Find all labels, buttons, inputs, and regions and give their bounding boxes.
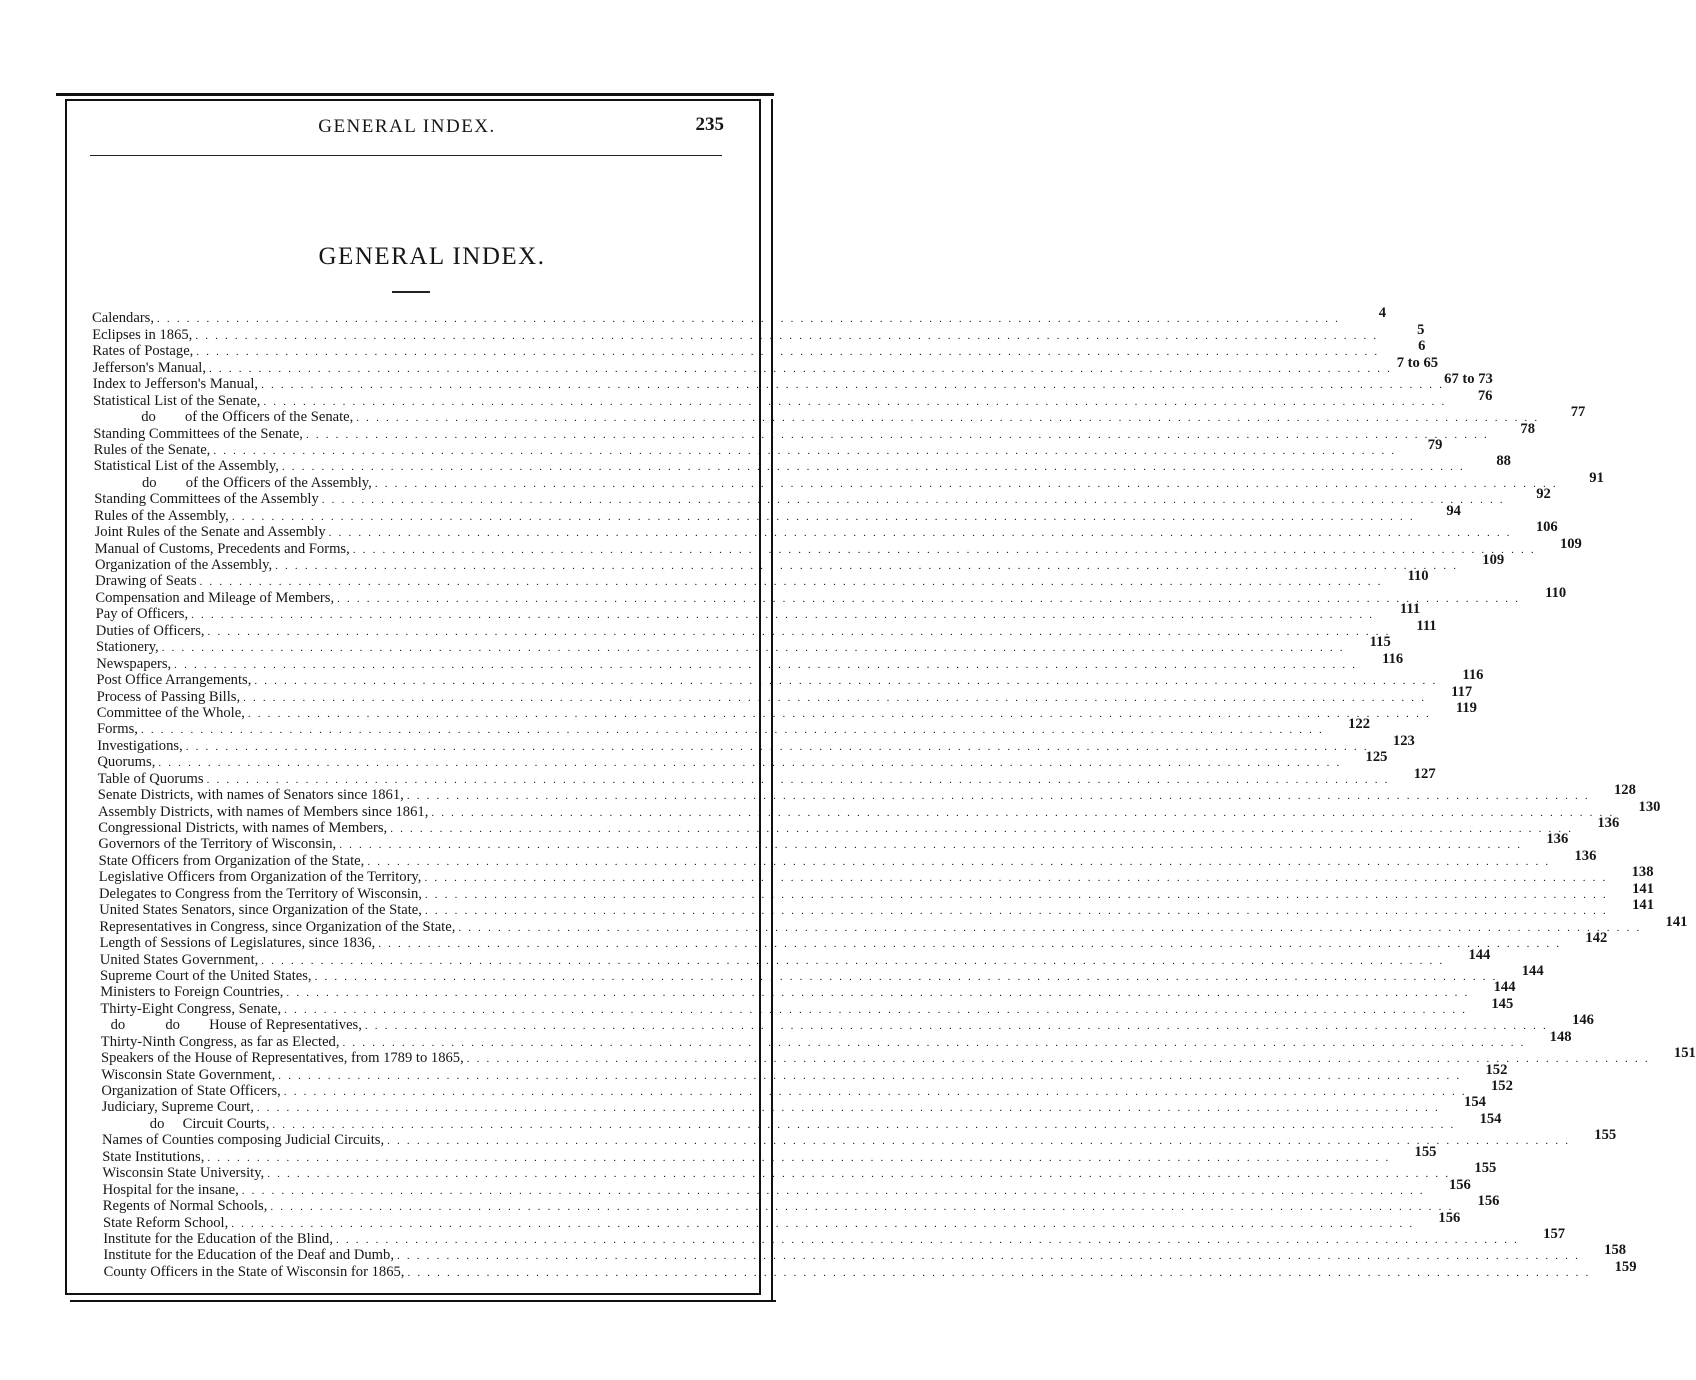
dot-leader: . . . . . . . . . . . . . . . . . . . . . . . . . . . . . . . . . . . . . . . . . . . . . . . . . . . . . . . . . . . . . . . . . . . . . . . . . . . . . . . . . . . . . . . . . . . . . . . . . . . . . . . . . . . . . . . . . . . . . . . . (185, 740, 1369, 753)
entry-page: 127 (1413, 765, 1436, 782)
entry-page: 123 (1392, 732, 1415, 749)
dot-leader: . . . . . . . . . . . . . . . . . . . . . . . . . . . . . . . . . . . . . . . . . . . . . . . . . . . . . . . . . . . . . . . . . . . . . . . . . . . . . . . . . . . . . . . . . . . . . . . . . . . . . . . . . . . . . . . . . . . . . . . . (424, 872, 1608, 885)
entry-page: 136 (1574, 847, 1597, 864)
index-entry (99, 930, 1608, 952)
entry-page: 154 (1464, 1094, 1486, 1111)
entry-page: 154 (1479, 1110, 1502, 1127)
index-entry (92, 321, 1425, 343)
index-entry (93, 436, 1443, 458)
index-entry (96, 634, 1391, 656)
page-number: 235 (695, 114, 724, 135)
entry-label: Delegates to Congress from the Territory of Wisconsin, (99, 885, 422, 902)
index-entry (97, 765, 1436, 787)
entry-label: Drawing of Seats (95, 573, 197, 590)
index-entries (92, 305, 1696, 1280)
entry-label: Rules of the Senate, (93, 441, 211, 458)
entry-label: Post Office Arrangements, (96, 672, 252, 689)
index-entry (100, 995, 1514, 1017)
index-entry (100, 962, 1544, 984)
dot-leader: . . . . . . . . . . . . . . . . . . . . . . . . . . . . . . . . . . . . . . . . . . . . . . . . . . . . . . . . . . . . . . . . . . . . . . . . . . . . . . . . . . . . . . . . . . . . . . . . . . . . . . . . . . . . . . . . . . . . . . . . (270, 1201, 1454, 1214)
dot-leader: . . . . . . . . . . . . . . . . . . . . . . . . . . . . . . . . . . . . . . . . . . . . . . . . . . . . . . . . . . . . . . . . . . . . . . . . . . . . . . . . . . . . . . . . . . . . . . . . . . . . . . . . . . . . . . . . . . . . . . . . (275, 560, 1459, 572)
entry-page: 4 (1378, 305, 1387, 322)
entry-label: Statistical List of the Assembly, (93, 458, 279, 475)
entry-page: 144 (1493, 979, 1516, 996)
dot-leader: . . . . . . . . . . . . . . . . . . . . . . . . . . . . . . . . . . . . . . . . . . . . . . . . . . . . . . . . . . . . . . . . . . . . . . . . . . . . . . . . . . . . . . . . . . . . . . . . . . . . . . . . . . . . . . . . . . . . . . . . (199, 576, 1383, 589)
entry-label: Assembly Districts, with names of Members since 1861, (98, 803, 429, 820)
index-entry (95, 601, 1421, 623)
entry-page: 79 (1427, 436, 1443, 453)
index-entry (95, 568, 1429, 590)
dot-leader: . . . . . . . . . . . . . . . . . . . . . . . . . . . . . . . . . . . . . . . . . . . . . . . . . . . . . . . . . . . . . . . . . . . . . . . . . . . . . . . . . . . . . . . . . . . . . . . . . . . . . . . . . . . . . . . . . . . . . . . . (367, 855, 1551, 868)
entry-page: 106 (1535, 519, 1558, 536)
entry-page: 116 (1462, 667, 1484, 684)
entry-label: Calendars, (92, 310, 155, 327)
entry-label: Stationery, (96, 639, 159, 656)
entry-page: 142 (1585, 930, 1608, 947)
dot-leader: . . . . . . . . . . . . . . . . . . . . . . . . . . . . . . . . . . . . . . . . . . . . . . . . . . . . . . . . . . . . . . . . . . . . . . . . . . . . . . . . . . . . . . . . . . . . . . . . . . . . . . . . . . . . . . . . . . . . . . . . (466, 1053, 1650, 1066)
entry-label: Ministers to Foreign Countries, (100, 984, 284, 1001)
running-head (90, 116, 724, 146)
dot-leader: . . . . . . . . . . . . . . . . . . . . . . . . . . . . . . . . . . . . . . . . . . . . . . . . . . . . . . . . . . . . . . . . . . . . . . . . . . . . . . . . . . . . . . . . . . . . . . . . . . . . . . . . . . . . . . . . . . . . . . . . (213, 444, 1397, 457)
index-entry (98, 864, 1654, 886)
running-title: GENERAL INDEX. (318, 116, 496, 137)
dot-leader: . . . . . . . . . . . . . . . . . . . . . . . . . . . . . . . . . . . . . . . . . . . . . . . . . . . . . . . . . . . . . . . . . . . . . . . . . . . . . . . . . . . . . . . . . . . . . . . . . . . . . . . . . . . . . . . . . . . . . . . . (378, 938, 1562, 951)
index-entry (98, 798, 1661, 820)
dot-leader: . . . . . . . . . . . . . . . . . . . . . . . . . . . . . . . . . . . . . . . . . . . . . . . . . . . . . . . . . . . . . . . . . . . . . . . . . . . . . . . . . . . . . . . . . . . . . . . . . . . . . . . . . . . . . . . . . . . . . . . . (140, 724, 1325, 737)
entry-page: 109 (1482, 552, 1505, 568)
entry-label: Institute for the Education of the Deaf and Dumb, (103, 1247, 394, 1264)
index-entry (102, 1193, 1500, 1215)
entry-page: 141 (1665, 913, 1688, 930)
entry-page: 109 (1559, 535, 1582, 552)
dot-leader: . . . . . . . . . . . . . . . . . . . . . . . . . . . . . . . . . . . . . . . . . . . . . . . . . . . . . . . . . . . . . . . . . . . . . . . . . . . . . . . . . . . . . . . . . . . . . . . . . . . . . . . . . . . . . . . . . . . . . . . . (231, 510, 1415, 523)
entry-label: Manual of Customs, Precedents and Forms, (94, 540, 350, 557)
entry-page: 156 (1448, 1176, 1471, 1193)
outer-rule-top (56, 93, 774, 96)
dot-leader: . . . . . . . . . . . . . . . . . . . . . . . . . . . . . . . . . . . . . . . . . . . . . . . . . . . . . . . . . . . . . . . . . . . . . . . . . . . . . . . . . . . . . . . . . . . . . . . . . . . . . . . . . . . . . . . . . . . . . . . . (352, 543, 1536, 556)
entry-label: Investigations, (97, 737, 183, 754)
entry-page: 128 (1613, 782, 1636, 799)
dot-leader: . . . . . . . . . . . . . . . . . . . . . . . . . . . . . . . . . . . . . . . . . . . . . . . . . . . . . . . . . . . . . . . . . . . . . . . . . . . . . . . . . . . . . . . . . . . . . . . . . . . . . . . . . . . . . . . . . . . . . . . . (356, 412, 1540, 425)
dot-leader: . . . . . . . . . . . . . . . . . . . . . . . . . . . . . . . . . . . . . . . . . . . . . . . . . . . . . . . . . . . . . . . . . . . . . . . . . . . . . . . . . . . . . . . . . . . . . . . . . . . . . . . . . . . . . . . . . . . . . . . . (390, 823, 1574, 835)
entry-label: Committee of the Whole, (96, 704, 245, 721)
entry-page: 152 (1485, 1061, 1508, 1078)
entry-page: 88 (1496, 453, 1511, 470)
dot-leader: . . . . . . . . . . . . . . . . . . . . . . . . . . . . . . . . . . . . . . . . . . . . . . . . . . . . . . . . . . . . . . . . . . . . . . . . . . . . . . . . . . . . . . . . . . . . . . . . . . . . . . . . . . . . . . . . . . . . . . . . (191, 609, 1375, 622)
index-entry (96, 683, 1473, 705)
dot-leader: . . . . . . . . . . . . . . . . . . . . . . . . . . . . . . . . . . . . . . . . . . . . . . . . . . . . . . . . . . . . . . . . . . . . . . . . . . . . . . . . . . . . . . . . . . . . . . . . . . . . . . . . . . . . . . . . . . . . . . . . (231, 1217, 1415, 1230)
entry-label: State Institutions, (102, 1148, 205, 1165)
entry-label: Newspapers, (96, 655, 172, 672)
entry-page: 117 (1451, 683, 1473, 700)
index-entry (94, 469, 1604, 491)
entry-label: Supreme Court of the United States, (100, 967, 312, 984)
entry-page: 6 (1418, 338, 1426, 355)
entry-label: Rates of Postage, (92, 343, 194, 360)
entry-label: do Circuit Courts, (149, 1115, 270, 1132)
entry-page: 111 (1416, 617, 1437, 634)
index-entry (103, 1209, 1461, 1231)
entry-label: Legislative Officers from Organization of the Territory, (98, 869, 422, 886)
index-entry (95, 552, 1505, 573)
entry-label: Joint Rules of the Senate and Assembly (94, 524, 326, 541)
entry-page: 145 (1491, 995, 1514, 1012)
entry-page: 122 (1348, 716, 1371, 733)
index-entry (102, 1127, 1617, 1149)
index-entry (92, 305, 1387, 327)
dot-leader: . . . . . . . . . . . . . . . . . . . . . . . . . . . . . . . . . . . . . . . . . . . . . . . . . . . . . . . . . . . . . . . . . . . . . . . . . . . . . . . . . . . . . . . . . . . . . . . . . . . . . . . . . . . . . . . . . . . . . . . . (247, 707, 1431, 720)
entry-page: 155 (1414, 1143, 1437, 1160)
entry-page: 110 (1545, 584, 1567, 601)
dot-leader: . . . . . . . . . . . . . . . . . . . . . . . . . . . . . . . . . . . . . . . . . . . . . . . . . . . . . . . . . . . . . . . . . . . . . . . . . . . . . . . . . . . . . . . . . . . . . . . . . . . . . . . . . . . . . . . . . . . . . . . . (284, 1003, 1468, 1016)
entry-page: 78 (1520, 420, 1536, 437)
entry-label: Representatives in Congress, since Organization of the State, (99, 918, 456, 935)
dot-leader: . . . . . . . . . . . . . . . . . . . . . . . . . . . . . . . . . . . . . . . . . . . . . . . . . . . . . . . . . . . . . . . . . . . . . . . . . . . . . . . . . . . . . . . . . . . . . . . . . . . . . . . . . . . . . . . . . . . . . . . . (158, 757, 1342, 770)
entry-label: Eclipses in 1865, (92, 326, 193, 343)
entry-label: County Officers in the State of Wisconsin for 1865, (103, 1263, 405, 1280)
entry-label: State Reform School, (103, 1214, 229, 1231)
index-entry (102, 1176, 1471, 1198)
dot-leader: . . . . . . . . . . . . . . . . . . . . . . . . . . . . . . . . . . . . . . . . . . . . . . . . . . . . . . . . . . . . . . . . . . . . . . . . . . . . . . . . . . . . . . . . . . . . . . . . . . . . . . . . . . . . . . . . . . . . . . . . (267, 1168, 1451, 1181)
index-entry (92, 354, 1439, 376)
entry-page: 141 (1632, 897, 1654, 914)
dot-leader: . . . . . . . . . . . . . . . . . . . . . . . . . . . . . . . . . . . . . . . . . . . . . . . . . . . . . . . . . . . . . . . . . . . . . . . . . . . . . . . . . . . . . . . . . . . . . . . . . . . . . . . . . . . . . . . . . . . . . . . . (396, 1250, 1581, 1263)
dot-leader: . . . . . . . . . . . . . . . . . . . . . . . . . . . . . . . . . . . . . . . . . . . . . . . . . . . . . . . . . . . . . . . . . . . . . . . . . . . . . . . . . . . . . . . . . . . . . . . . . . . . . . . . . . . . . . . . . . . . . . . . (424, 888, 1608, 901)
dot-leader: . . . . . . . . . . . . . . . . . . . . . . . . . . . . . . . . . . . . . . . . . . . . . . . . . . . . . . . . . . . . . . . . . . . . . . . . . . . . . . . . . . . . . . . . . . . . . . . . . . . . . . . . . . . . . . . . . . . . . . . . (157, 313, 1341, 326)
entry-label: Regents of Normal Schools, (102, 1198, 268, 1215)
dot-leader: . . . . . . . . . . . . . . . . . . . . . . . . . . . . . . . . . . . . . . . . . . . . . . . . . . . . . . . . . . . . . . . . . . . . . . . . . . . . . . . . . . . . . . . . . . . . . . . . . . . . . . . . . . . . . . . . . . . . . . . . (272, 1118, 1456, 1131)
entry-page: 148 (1549, 1028, 1572, 1045)
entry-label: Jefferson's Manual, (92, 359, 207, 376)
index-entry (93, 404, 1586, 426)
dot-leader: . . . . . . . . . . . . . . . . . . . . . . . . . . . . . . . . . . . . . . . . . . . . . . . . . . . . . . . . . . . . . . . . . . . . . . . . . . . . . . . . . . . . . . . . . . . . . . . . . . . . . . . . . . . . . . . . . . . . . . . . (261, 954, 1445, 967)
entry-label: United States Government, (99, 951, 259, 968)
index-entry (98, 831, 1569, 853)
entry-label: Index to Jefferson's Manual, (92, 376, 259, 393)
dot-leader: . . . . . . . . . . . . . . . . . . . . . . . . . . . . . . . . . . . . . . . . . . . . . . . . . . . . . . . . . . . . . . . . . . . . . . . . . . . . . . . . . . . . . . . . . . . . . . . . . . . . . . . . . . . . . . . . . . . . . . . . (305, 428, 1490, 441)
dot-leader: . . . . . . . . . . . . . . . . . . . . . . . . . . . . . . . . . . . . . . . . . . . . . . . . . . . . . . . . . . . . . . . . . . . . . . . . . . . . . . . . . . . . . . . . . . . . . . . . . . . . . . . . . . . . . . . . . . . . . . . . (254, 675, 1438, 688)
dot-leader: . . . . . . . . . . . . . . . . . . . . . . . . . . . . . . . . . . . . . . . . . . . . . . . . . . . . . . . . . . . . . . . . . . . . . . . . . . . . . . . . . . . . . . . . . . . . . . . . . . . . . . . . . . . . . . . . . . . . . . . . (261, 379, 1445, 392)
index-entry (99, 897, 1654, 919)
entry-page: 94 (1446, 502, 1461, 519)
entry-label: Standing Committees of the Senate, (93, 425, 303, 442)
index-entry (103, 1225, 1566, 1247)
entry-page: 141 (1632, 880, 1654, 897)
entry-page: 125 (1365, 749, 1388, 766)
entry-label: Wisconsin State Government, (101, 1066, 276, 1083)
entry-page: 157 (1543, 1225, 1566, 1242)
index-entry (93, 387, 1493, 409)
index-entry (96, 667, 1484, 689)
index-entry (103, 1242, 1627, 1264)
entry-page: 159 (1614, 1258, 1637, 1275)
index-entry (97, 716, 1371, 738)
entry-page: 7 to 65 (1396, 354, 1439, 371)
entry-label: Statistical List of the Senate, (93, 392, 261, 409)
dot-leader: . . . . . . . . . . . . . . . . . . . . . . . . . . . . . . . . . . . . . . . . . . . . . . . . . . . . . . . . . . . . . . . . . . . . . . . . . . . . . . . . . . . . . . . . . . . . . . . . . . . . . . . . . . . . . . . . . . . . . . . . (263, 395, 1447, 408)
dot-leader: . . . . . . . . . . . . . . . . . . . . . . . . . . . . . . . . . . . . . . . . . . . . . . . . . . . . . . . . . . . . . . . . . . . . . . . . . . . . . . . . . . . . . . . . . . . . . . . . . . . . . . . . . . . . . . . . . . . . . . . . (195, 329, 1379, 342)
index-entry (96, 650, 1404, 672)
head-rule (90, 155, 722, 156)
dot-leader: . . . . . . . . . . . . . . . . . . . . . . . . . . . . . . . . . . . . . . . . . . . . . . . . . . . . . . . . . . . . . . . . . . . . . . . . . . . . . . . . . . . . . . . . . . . . . . . . . . . . . . . . . . . . . . . . . . . . . . . . (339, 839, 1523, 852)
entry-label: Forms, (97, 721, 138, 738)
dot-leader: . . . . . . . . . . . . . . . . . . . . . . . . . . . . . . . . . . . . . . . . . . . . . . . . . . . . . . . . . . . . . . . . . . . . . . . . . . . . . . . . . . . . . . . . . . . . . . . . . . . . . . . . . . . . . . . . . . . . . . . . (431, 806, 1615, 819)
entry-label: Compensation and Mileage of Members, (95, 589, 335, 606)
index-entry (93, 420, 1536, 442)
dot-leader: . . . . . . . . . . . . . . . . . . . . . . . . . . . . . . . . . . . . . . . . . . . . . . . . . . . . . . . . . . . . . . . . . . . . . . . . . . . . . . . . . . . . . . . . . . . . . . . . . . . . . . . . . . . . . . . . . . . . . . . . (286, 987, 1470, 1000)
index-entry (100, 1028, 1572, 1050)
dot-leader: . . . . . . . . . . . . . . . . . . . . . . . . . . . . . . . . . . . . . . . . . . . . . . . . . . . . . . . . . . . . . . . . . . . . . . . . . . . . . . . . . . . . . . . . . . . . . . . . . . . . . . . . . . . . . . . . . . . . . . . . (424, 905, 1608, 918)
entry-page: 152 (1490, 1078, 1513, 1094)
entry-label: Thirty-Eight Congress, Senate, (100, 1000, 282, 1017)
dot-leader: . . . . . . . . . . . . . . . . . . . . . . . . . . . . . . . . . . . . . . . . . . . . . . . . . . . . . . . . . . . . . . . . . . . . . . . . . . . . . . . . . . . . . . . . . . . . . . . . . . . . . . . . . . . . . . . . . . . . . . . . (209, 362, 1393, 375)
index-entry (95, 617, 1437, 639)
entry-label: Length of Sessions of Legislatures, since 1836, (99, 935, 376, 952)
entry-page: 111 (1399, 601, 1421, 618)
entry-label: Speakers of the House of Representatives, from 1789 to 1865, (101, 1050, 464, 1067)
entry-label: Standing Committees of the Assembly (94, 491, 319, 508)
entry-label: Thirty-Ninth Congress, as far as Elected, (100, 1033, 340, 1050)
entry-page: 146 (1572, 1012, 1594, 1029)
index-entry (94, 502, 1461, 524)
dot-leader: . . . . . . . . . . . . . . . . . . . . . . . . . . . . . . . . . . . . . . . . . . . . . . . . . . . . . . . . . . . . . . . . . . . . . . . . . . . . . . . . . . . . . . . . . . . . . . . . . . . . . . . . . . . . . . . . . . . . . . . . (281, 461, 1465, 474)
entry-page: 136 (1597, 815, 1620, 831)
entry-page: 91 (1589, 469, 1604, 486)
index-entry (92, 371, 1493, 393)
index-entry (102, 1143, 1437, 1165)
index-entry (97, 749, 1388, 771)
dot-leader: . . . . . . . . . . . . . . . . . . . . . . . . . . . . . . . . . . . . . . . . . . . . . . . . . . . . . . . . . . . . . . . . . . . . . . . . . . . . . . . . . . . . . . . . . . . . . . . . . . . . . . . . . . . . . . . . . . . . . . . . (256, 1102, 1440, 1115)
entry-page: 158 (1604, 1242, 1627, 1259)
entry-page: 155 (1474, 1160, 1497, 1177)
entry-label: Table of Quorums (97, 770, 204, 787)
entry-page: 156 (1438, 1209, 1461, 1226)
entry-page: 110 (1407, 568, 1429, 585)
entry-page: 144 (1468, 946, 1491, 963)
entry-page: 144 (1521, 962, 1544, 979)
entry-label: Institute for the Education of the Blind, (103, 1230, 333, 1247)
dot-leader: . . . . . . . . . . . . . . . . . . . . . . . . . . . . . . . . . . . . . . . . . . . . . . . . . . . . . . . . . . . . . . . . . . . . . . . . . . . . . . . . . . . . . . . . . . . . . . . . . . . . . . . . . . . . . . . . . . . . . . . . (321, 494, 1505, 507)
entry-label: Governors of the Territory of Wisconsin, (98, 836, 337, 853)
entry-page: 119 (1455, 699, 1477, 716)
entry-label: Quorums, (97, 754, 156, 771)
dot-leader: . . . . . . . . . . . . . . . . . . . . . . . . . . . . . . . . . . . . . . . . . . . . . . . . . . . . . . . . . . . . . . . . . . . . . . . . . . . . . . . . . . . . . . . . . . . . . . . . . . . . . . . . . . . . . . . . . . . . . . . . (387, 1135, 1571, 1148)
entry-page: 77 (1570, 404, 1586, 421)
entry-label: Organization of the Assembly, (95, 557, 273, 573)
dot-leader: . . . . . . . . . . . . . . . . . . . . . . . . . . . . . . . . . . . . . . . . . . . . . . . . . . . . . . . . . . . . . . . . . . . . . . . . . . . . . . . . . . . . . . . . . . . . . . . . . . . . . . . . . . . . . . . . . . . . . . . . (278, 1069, 1462, 1082)
index-entry (94, 486, 1551, 508)
entry-label: Senate Districts, with names of Senators since 1861, (97, 787, 404, 804)
entry-label: do of the Officers of the Assembly, (142, 474, 372, 491)
index-entry (101, 1078, 1513, 1099)
index-entry (99, 880, 1654, 902)
entry-page: 115 (1369, 634, 1391, 651)
dot-leader: . . . . . . . . . . . . . . . . . . . . . . . . . . . . . . . . . . . . . . . . . . . . . . . . . . . . . . . . . . . . . . . . . . . . . . . . . . . . . . . . . . . . . . . . . . . . . . . . . . . . . . . . . . . . . . . . . . . . . . . . (342, 1036, 1526, 1049)
dot-leader: . . . . . . . . . . . . . . . . . . . . . . . . . . . . . . . . . . . . . . . . . . . . . . . . . . . . . . . . . . . . . . . . . . . . . . . . . . . . . . . . . . . . . . . . . . . . . . . . . . . . . . . . . . . . . . . . . . . . . . . . (283, 1086, 1467, 1098)
entry-label: Process of Passing Bills, (96, 688, 241, 705)
entry-page: 5 (1417, 321, 1425, 338)
dot-leader: . . . . . . . . . . . . . . . . . . . . . . . . . . . . . . . . . . . . . . . . . . . . . . . . . . . . . . . . . . . . . . . . . . . . . . . . . . . . . . . . . . . . . . . . . . . . . . . . . . . . . . . . . . . . . . . . . . . . . . . . (364, 1020, 1548, 1033)
entry-page: 130 (1638, 798, 1661, 815)
dot-leader: . . . . . . . . . . . . . . . . . . . . . . . . . . . . . . . . . . . . . . . . . . . . . . . . . . . . . . . . . . . . . . . . . . . . . . . . . . . . . . . . . . . . . . . . . . . . . . . . . . . . . . . . . . . . . . . . . . . . . . . . (241, 1184, 1425, 1197)
entry-label: do of the Officers of the Senate, (141, 409, 354, 426)
index-entry (101, 1061, 1508, 1083)
dot-leader: . . . . . . . . . . . . . . . . . . . . . . . . . . . . . . . . . . . . . . . . . . . . . . . . . . . . . . . . . . . . . . . . . . . . . . . . . . . . . . . . . . . . . . . . . . . . . . . . . . . . . . . . . . . . . . . . . . . . . . . . (161, 642, 1345, 655)
entry-page: 155 (1594, 1127, 1617, 1144)
entry-label: Pay of Officers, (95, 606, 189, 623)
index-entry (98, 815, 1620, 836)
entry-label: Judiciary, Supreme Court, (101, 1099, 254, 1116)
index-entry (98, 847, 1597, 869)
index-entry (101, 1045, 1696, 1067)
dot-leader: . . . . . . . . . . . . . . . . . . . . . . . . . . . . . . . . . . . . . . . . . . . . . . . . . . . . . . . . . . . . . . . . . . . . . . . . . . . . . . . . . . . . . . . . . . . . . . . . . . . . . . . . . . . . . . . . . . . . . . . . (336, 1233, 1520, 1246)
dot-leader: . . . . . . . . . . . . . . . . . . . . . . . . . . . . . . . . . . . . . . . . . . . . . . . . . . . . . . . . . . . . . . . . . . . . . . . . . . . . . . . . . . . . . . . . . . . . . . . . . . . . . . . . . . . . . . . . . . . . . . . . (207, 1151, 1391, 1164)
entry-label: Hospital for the insane, (102, 1181, 239, 1198)
dot-leader: . . . . . . . . . . . . . . . . . . . . . . . . . . . . . . . . . . . . . . . . . . . . . . . . . . . . . . . . . . . . . . . . . . . . . . . . . . . . . . . . . . . . . . . . . . . . . . . . . . . . . . . . . . . . . . . . . . . . . . . . (207, 625, 1391, 638)
index-entry (101, 1012, 1594, 1034)
outer-rule-bottom (70, 1300, 776, 1302)
index-entry (102, 1160, 1497, 1182)
index-entry (97, 732, 1415, 754)
index-title: GENERAL INDEX. (318, 243, 546, 270)
index-entry (99, 946, 1491, 968)
entry-label: Organization of State Officers, (101, 1083, 281, 1099)
index-entry (101, 1094, 1486, 1116)
dot-leader: . . . . . . . . . . . . . . . . . . . . . . . . . . . . . . . . . . . . . . . . . . . . . . . . . . . . . . . . . . . . . . . . . . . . . . . . . . . . . . . . . . . . . . . . . . . . . . . . . . . . . . . . . . . . . . . . . . . . . . . . (206, 773, 1390, 786)
entry-label: Names of Counties composing Judicial Circuits, (102, 1132, 385, 1149)
entry-page: 67 to 73 (1444, 371, 1493, 388)
dot-leader: . . . . . . . . . . . . . . . . . . . . . . . . . . . . . . . . . . . . . . . . . . . . . . . . . . . . . . . . . . . . . . . . . . . . . . . . . . . . . . . . . . . . . . . . . . . . . . . . . . . . . . . . . . . . . . . . . . . . . . . . (328, 527, 1512, 540)
dot-leader: . . . . . . . . . . . . . . . . . . . . . . . . . . . . . . . . . . . . . . . . . . . . . . . . . . . . . . . . . . . . . . . . . . . . . . . . . . . . . . . . . . . . . . . . . . . . . . . . . . . . . . . . . . . . . . . . . . . . . . . . (406, 790, 1590, 803)
dot-leader: . . . . . . . . . . . . . . . . . . . . . . . . . . . . . . . . . . . . . . . . . . . . . . . . . . . . . . . . . . . . . . . . . . . . . . . . . . . . . . . . . . . . . . . . . . . . . . . . . . . . . . . . . . . . . . . . . . . . . . . . (314, 970, 1498, 983)
entry-page: 76 (1477, 387, 1493, 404)
title-dash (392, 291, 430, 293)
entry-label: United States Senators, since Organization of the State, (99, 902, 422, 919)
entry-label: Wisconsin State University, (102, 1165, 265, 1182)
index-entry (100, 979, 1516, 1001)
dot-leader: . . . . . . . . . . . . . . . . . . . . . . . . . . . . . . . . . . . . . . . . . . . . . . . . . . . . . . . . . . . . . . . . . . . . . . . . . . . . . . . . . . . . . . . . . . . . . . . . . . . . . . . . . . . . . . . . . . . . . . . . (458, 921, 1642, 934)
entry-label: do do House of Representatives, (110, 1017, 362, 1034)
index-entry (97, 782, 1636, 804)
entry-label: State Officers from Organization of the State, (98, 852, 365, 869)
dot-leader: . . . . . . . . . . . . . . . . . . . . . . . . . . . . . . . . . . . . . . . . . . . . . . . . . . . . . . . . . . . . . . . . . . . . . . . . . . . . . . . . . . . . . . . . . . . . . . . . . . . . . . . . . . . . . . . . . . . . . . . . (407, 1266, 1591, 1279)
index-entry (92, 338, 1426, 360)
entry-page: 138 (1631, 864, 1654, 881)
index-entry (94, 519, 1558, 541)
index-entry (99, 913, 1688, 935)
dot-leader: . . . . . . . . . . . . . . . . . . . . . . . . . . . . . . . . . . . . . . . . . . . . . . . . . . . . . . . . . . . . . . . . . . . . . . . . . . . . . . . . . . . . . . . . . . . . . . . . . . . . . . . . . . . . . . . . . . . . . . . . (174, 658, 1358, 671)
index-entry (102, 1110, 1502, 1132)
dot-leader: . . . . . . . . . . . . . . . . . . . . . . . . . . . . . . . . . . . . . . . . . . . . . . . . . . . . . . . . . . . . . . . . . . . . . . . . . . . . . . . . . . . . . . . . . . . . . . . . . . . . . . . . . . . . . . . . . . . . . . . . (196, 346, 1380, 359)
index-entry (96, 699, 1477, 721)
entry-page: 156 (1477, 1193, 1500, 1210)
index-entry (93, 453, 1511, 475)
entry-label: Congressional Districts, with names of Members, (98, 820, 388, 836)
entry-label: Duties of Officers, (95, 622, 205, 639)
entry-label: Rules of the Assembly, (94, 507, 229, 524)
index-entry (95, 584, 1567, 606)
index-entry (103, 1258, 1637, 1280)
entry-page: 151 (1673, 1045, 1696, 1062)
entry-page: 116 (1382, 650, 1404, 667)
entry-page: 136 (1546, 831, 1569, 848)
dot-leader: . . . . . . . . . . . . . . . . . . . . . . . . . . . . . . . . . . . . . . . . . . . . . . . . . . . . . . . . . . . . . . . . . . . . . . . . . . . . . . . . . . . . . . . . . . . . . . . . . . . . . . . . . . . . . . . . . . . . . . . . (337, 592, 1521, 605)
dot-leader: . . . . . . . . . . . . . . . . . . . . . . . . . . . . . . . . . . . . . . . . . . . . . . . . . . . . . . . . . . . . . . . . . . . . . . . . . . . . . . . . . . . . . . . . . . . . . . . . . . . . . . . . . . . . . . . . . . . . . . . . (374, 477, 1558, 490)
dot-leader: . . . . . . . . . . . . . . . . . . . . . . . . . . . . . . . . . . . . . . . . . . . . . . . . . . . . . . . . . . . . . . . . . . . . . . . . . . . . . . . . . . . . . . . . . . . . . . . . . . . . . . . . . . . . . . . . . . . . . . . . (243, 691, 1427, 704)
index-entry (94, 535, 1582, 557)
entry-page: 92 (1536, 486, 1551, 503)
